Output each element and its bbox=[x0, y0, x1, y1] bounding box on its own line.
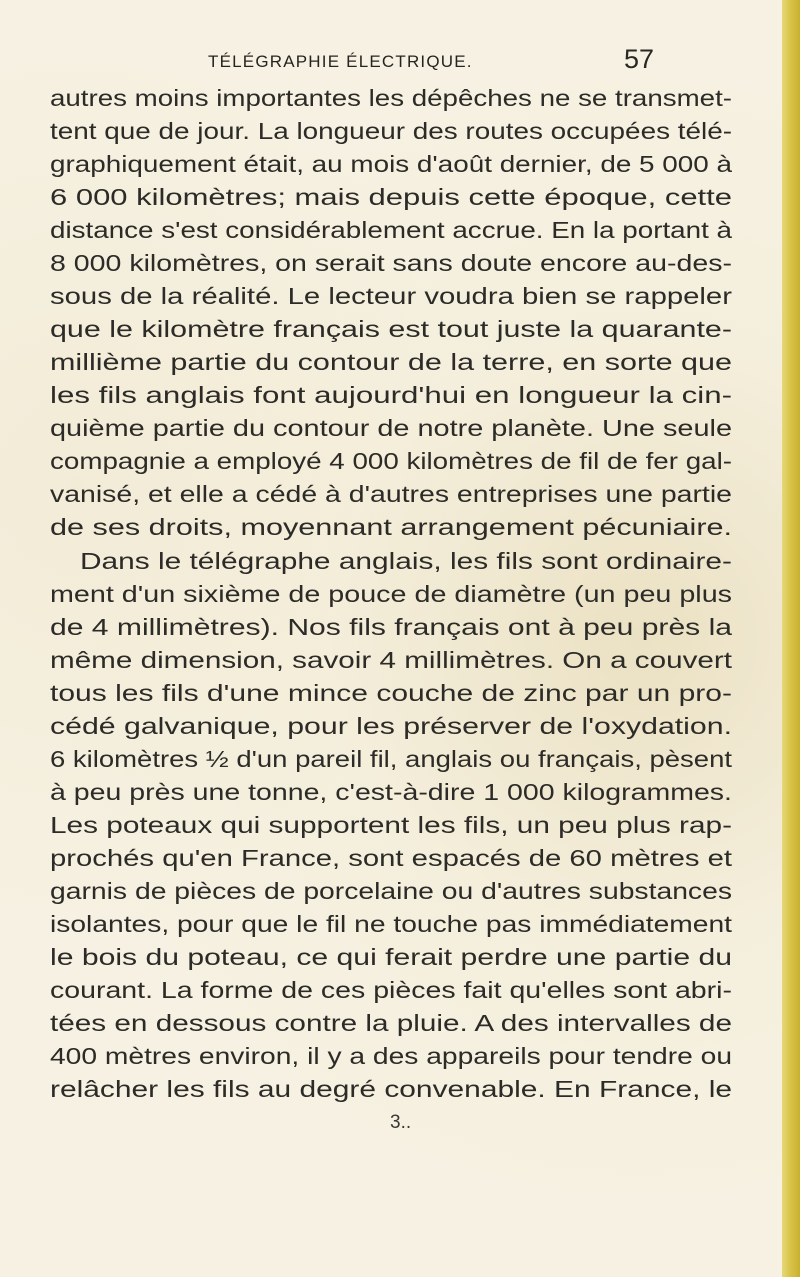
text-line: quième partie du contour de notre planète. Une seule bbox=[50, 415, 732, 441]
signature-mark: 3.. bbox=[390, 1112, 412, 1133]
page-number: 57 bbox=[624, 44, 655, 74]
text-line: tous les fils d'une mince couche de zinc par un pro- bbox=[50, 680, 733, 706]
text-line: le bois du poteau, ce qui ferait perdre une partie du bbox=[50, 944, 733, 970]
text-line: de 4 millimètres). Nos fils français ont à peu près la bbox=[50, 614, 732, 640]
text-line: même dimension, savoir 4 millimètres. On a couvert bbox=[50, 647, 733, 673]
text-line: les fils anglais font aujourd'hui en longueur la cin- bbox=[50, 382, 733, 408]
running-title: TÉLÉGRAPHIE ÉLECTRIQUE. bbox=[208, 52, 473, 71]
text-line: tées en dessous contre la pluie. A des intervalles de bbox=[50, 1010, 732, 1036]
running-head bbox=[208, 42, 655, 82]
book-edge bbox=[782, 0, 800, 1277]
text-line: 6 kilomètres ½ d'un pareil fil, anglais ou français, pèsent bbox=[50, 746, 733, 772]
text-line: à peu près une tonne, c'est-à-dire 1 000 kilogrammes. bbox=[50, 779, 732, 805]
text-line: distance s'est considérablement accrue. En la portant à bbox=[50, 217, 733, 243]
text-line: courant. La forme de ces pièces fait qu'elles sont abri- bbox=[50, 977, 732, 1003]
text-line: sous de la réalité. Le lecteur voudra bien se rappeler bbox=[50, 283, 732, 309]
text-line: ment d'un sixième de pouce de diamètre (un peu plus bbox=[50, 581, 733, 607]
text-line: garnis de pièces de porcelaine ou d'autres substances bbox=[50, 878, 732, 904]
text-line: Les poteaux qui supportent les fils, un peu plus rap- bbox=[50, 812, 732, 838]
text-line: millième partie du contour de la terre, en sorte que bbox=[50, 349, 732, 375]
text-line: 400 mètres environ, il y a des appareils pour tendre ou bbox=[50, 1043, 733, 1069]
text-line: de ses droits, moyennant arrangement pécuniaire. bbox=[50, 514, 733, 540]
text-line: tent que de jour. La longueur des routes occupées télé- bbox=[50, 118, 732, 144]
text-line: isolantes, pour que le fil ne touche pas immédiatement bbox=[50, 911, 733, 937]
text-line: vanisé, et elle a cédé à d'autres entreprises une partie bbox=[50, 481, 732, 507]
text-line: prochés qu'en France, sont espacés de 60 mètres et bbox=[50, 845, 732, 871]
text-line: que le kilomètre français est tout juste la quarante- bbox=[50, 316, 732, 342]
text-line: graphiquement était, au mois d'août dernier, de 5 000 à bbox=[50, 151, 732, 177]
text-line: relâcher les fils au degré convenable. En France, le bbox=[50, 1076, 733, 1102]
text-line: autres moins importantes les dépêches ne se transmet- bbox=[50, 85, 733, 111]
text-line: 8 000 kilomètres, on serait sans doute encore au-des- bbox=[50, 250, 732, 276]
text-line: cédé galvanique, pour les préserver de l'oxydation. bbox=[50, 713, 732, 739]
text-line: compagnie a employé 4 000 kilomètres de fil de fer gal- bbox=[50, 448, 732, 474]
text-line: Dans le télégraphe anglais, les fils sont ordinaire- bbox=[80, 548, 732, 574]
text-line: 6 000 kilomètres; mais depuis cette époque, cette bbox=[50, 184, 733, 210]
